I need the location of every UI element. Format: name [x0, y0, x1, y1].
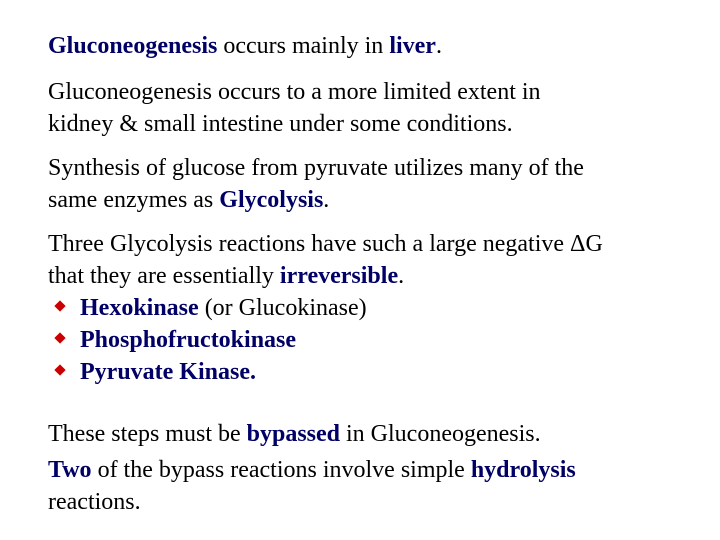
term-hydrolysis: hydrolysis — [470, 457, 576, 483]
enzyme-term: Phosphofructokinase — [80, 327, 297, 353]
text-run: that they are essentially — [48, 263, 280, 289]
list-item — [48, 292, 603, 324]
text-run: in Gluconeogenesis. — [340, 421, 541, 447]
text-line — [48, 184, 584, 216]
text-line: Gluconeogenesis occurs to a more limited extent in — [48, 79, 541, 105]
text-run: . — [398, 263, 405, 289]
list-item — [48, 324, 603, 356]
term-liver: liver — [389, 33, 436, 59]
enzyme-term: Hexokinase — [80, 295, 199, 321]
text-run: . — [323, 187, 330, 213]
text-line: kidney & small intestine under some conditions. — [48, 111, 513, 137]
diamond-bullet-icon — [54, 365, 65, 376]
text-run: . — [435, 33, 442, 59]
paragraph-limited-extent — [48, 76, 541, 140]
text-line: reactions. — [48, 489, 141, 515]
diamond-bullet-icon — [54, 333, 65, 344]
paragraph-hydrolysis — [48, 454, 576, 518]
paragraph-liver — [48, 30, 442, 62]
enzyme-term: Pyruvate Kinase. — [80, 359, 256, 385]
term-gluconeogenesis: Gluconeogenesis — [48, 33, 218, 59]
text-line — [48, 30, 442, 62]
text-line — [48, 418, 541, 450]
slide-content — [48, 0, 708, 540]
term-bypassed: bypassed — [246, 421, 341, 447]
text-run: occurs mainly in — [217, 33, 390, 59]
text-line: Synthesis of glucose from pyruvate utilizes many of the — [48, 155, 584, 181]
term-glycolysis: Glycolysis — [219, 187, 324, 213]
text-run: of the bypass reactions involve simple — [91, 457, 471, 483]
paragraph-bypassed — [48, 418, 541, 450]
text-line — [48, 454, 576, 486]
term-irreversible: irreversible — [279, 263, 399, 289]
list-item — [48, 356, 603, 388]
text-run: (or Glucokinase) — [198, 295, 367, 321]
paragraph-synthesis — [48, 152, 584, 216]
text-run: These steps must be — [48, 421, 247, 447]
text-line — [48, 260, 603, 292]
term-two: Two — [48, 457, 92, 483]
text-run: same enzymes as — [48, 187, 220, 213]
diamond-bullet-icon — [54, 301, 65, 312]
text-line: Three Glycolysis reactions have such a large negative ΔG — [48, 231, 603, 257]
paragraph-irreversible — [48, 228, 603, 388]
